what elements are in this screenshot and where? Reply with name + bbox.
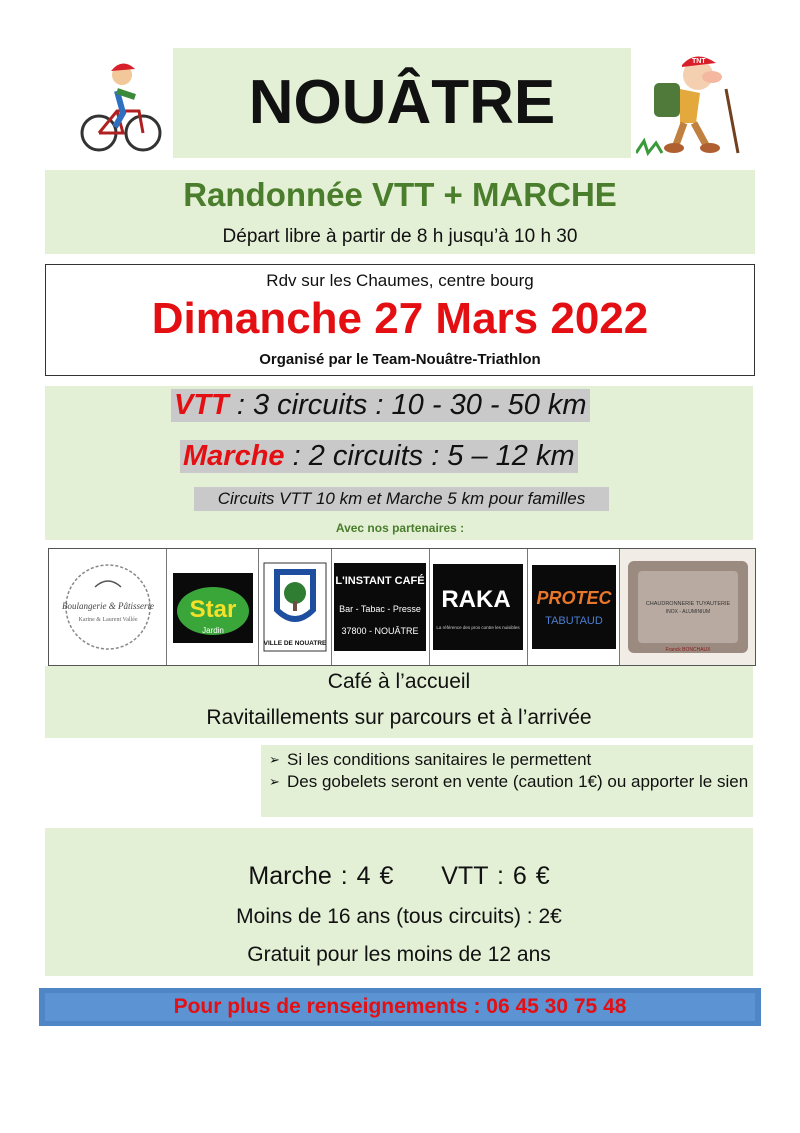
event-headline: Randonnée VTT + MARCHE [183,176,617,213]
contact-banner [39,988,761,1026]
partner-logo-raka [430,549,528,665]
vtt-label: VTT [174,389,229,421]
partner-logo-protec [528,549,620,665]
cafe-text: Café à l’accueil [327,670,471,693]
condition-text: Des gobelets seront en vente (caution 1€) ou apporter le sien [287,772,749,791]
ravitaillement-text: Ravitaillements sur parcours et à l’arrivée [206,706,592,729]
list-item [269,771,753,793]
vtt-text: : 3 circuits : 10 - 30 - 50 km [228,389,587,421]
partner-name-instant-cafe: L'INSTANT CAFÉ [335,575,425,587]
partner-sub2-chaudronnerie: Franck BONCHAUX [665,647,711,653]
event-date: Dimanche 27 Mars 2022 [151,294,649,343]
price-marche: Marche : 4 € [248,862,394,890]
partner-logo-ville [259,549,331,665]
partner-name-raka: RAKA [441,586,512,613]
marche-text: : 2 circuits : 5 – 12 km [284,440,575,472]
price-under-16: Moins de 16 ans (tous circuits) : 2€ [236,905,562,928]
date-box [45,264,755,376]
departure-time: Départ libre à partir de 8 h jusqu’à 10 h 30 [222,226,578,247]
partner-logo-boulangerie [49,549,167,665]
vtt-circuits-line [171,389,590,422]
contact-phone: Pour plus de renseignements : 06 45 30 75 48 [173,995,627,1018]
partners-strip [48,548,756,666]
organizer: Organisé par le Team-Nouâtre-Triathlon [259,351,541,368]
partner-name-star: Star [189,596,236,623]
cyclist-icon [72,48,172,158]
price-line [45,862,753,891]
partner-name-boulangerie: Boulangerie & Pâtisserie [61,601,154,611]
partner-sub-raka: La référence des pros contre les nuisibles [436,625,521,630]
arrow-bullet-icon: ➢ [269,774,280,789]
partner-name-protec: PROTEC [536,588,612,608]
list-item [269,749,753,771]
partner-sub-star: Jardin [201,626,224,635]
services-panel [45,666,753,738]
tarifs-panel [45,828,753,976]
marche-circuits-line [180,440,578,473]
event-headline-panel [45,170,755,254]
partner-name-chaudronnerie: CHAUDRONNERIE TUYAUTERIE [645,601,730,607]
partner-logo-instant-cafe [332,549,430,665]
hiker-icon [633,48,753,158]
price-free: Gratuit pour les moins de 12 ans [247,943,551,966]
partner-logo-star [167,549,259,665]
page-title: NOUÂTRE [173,48,631,158]
marche-label: Marche [183,440,285,472]
arrow-bullet-icon: ➢ [269,752,280,767]
partner-sub-instant-cafe: Bar - Tabac - Presse [339,604,422,614]
partner-name-ville: VILLE DE NOUATRE [263,640,327,647]
family-note: Circuits VTT 10 km et Marche 5 km pour familles [194,487,609,511]
partner-sub2-instant-cafe: 37800 - NOUÂTRE [341,626,419,636]
partner-sub-protec: TABUTAUD [544,615,603,627]
meeting-point: Rdv sur les Chaumes, centre bourg [266,271,534,290]
partner-logo-chaudronnerie [620,549,755,665]
cap-text: TNT [691,58,706,65]
price-vtt: VTT : 6 € [441,862,550,890]
partner-sub-boulangerie: Karine & Laurent Vallée [77,617,138,623]
partners-label: Avec nos partenaires : [335,521,465,535]
condition-text: Si les conditions sanitaires le permettent [287,750,592,769]
conditions-panel [261,745,753,817]
partner-sub-chaudronnerie: INOX - ALUMINIUM [665,609,710,615]
